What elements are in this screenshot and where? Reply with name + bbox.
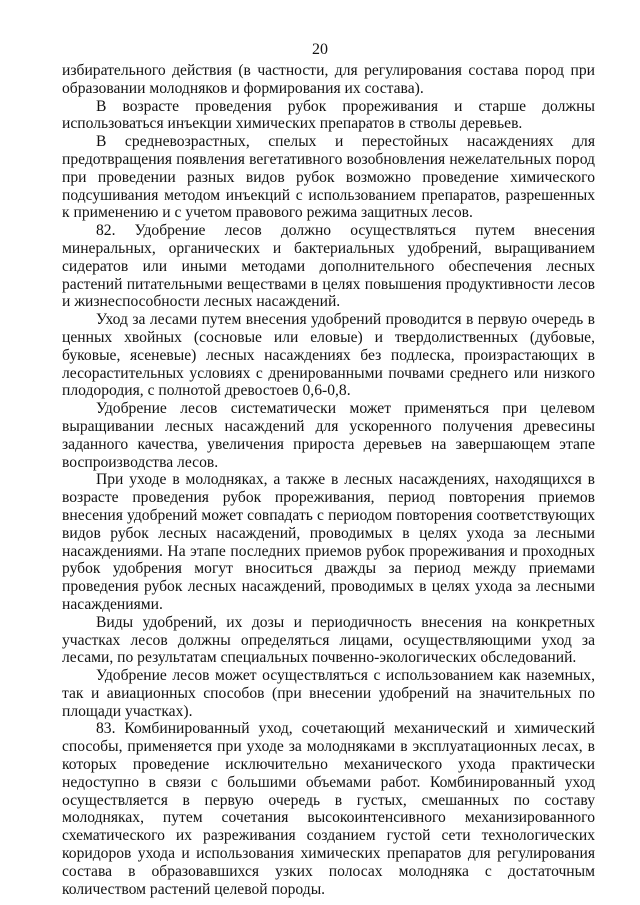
paragraph: В возрасте проведения рубок прореживания и старше должны использоваться инъекции химических препаратов в стволы деревьев. [62, 97, 595, 133]
body-text [62, 62, 595, 898]
page-number: 20 [312, 41, 328, 58]
paragraph: В средневозрастных, спелых и перестойных насаждениях для предотвращения появления вегетативного возобновления нежелательных пород при проведении разных видов рубок возможно проведение химического подсушивания методом инъекций с использованием препаратов, разрешенных к применению и с учетом правового режима защитных лесов. [62, 133, 595, 222]
paragraph: Виды удобрений, их дозы и периодичность внесения на конкретных участках лесов должны определяться лицами, осуществляющими уход за лесами, по результатам специальных почвенно-экологических обследований. [62, 613, 595, 667]
paragraph: При уходе в молодняках, а также в лесных насаждениях, находящихся в возрасте проведения рубок прореживания, период повторения приемов внесения удобрений может совпадать с периодом повторения соответствующих видов рубок лесных насаждений, проводимых в целях ухода за лесными насаждениями. На этапе последних приемов рубок прореживания и проходных рубок удобрения могут вноситься дважды за период между приемами проведения рубок лесных насаждений, проводимых в целях ухода за лесными насаждениями. [62, 471, 595, 613]
paragraph: Уход за лесами путем внесения удобрений проводится в первую очередь в ценных хвойных (сосновые или еловые) и твердолиственных (дубовые, буковые, ясеневые) лесных насаждениях без подлеска, произрастающих в лесорастительных условиях с дренированными почвами среднего или низкого плодородия, с полнотой древостоев 0,6-0,8. [62, 311, 595, 400]
paragraph: 82. Удобрение лесов должно осуществляться путем внесения минеральных, органических и бактериальных удобрений, выращиванием сидератов или иными методами дополнительного обеспечения лесных растений питательными веществами в целях повышения продуктивности лесов и жизнеспособности лесных насаждений. [62, 222, 595, 311]
paragraph: Удобрение лесов систематически может применяться при целевом выращивании лесных насаждений для ускоренного получения древесины заданного качества, увеличения прироста деревьев на завершающем этапе воспроизводства лесов. [62, 400, 595, 471]
paragraph: Удобрение лесов может осуществляться с использованием как наземных, так и авиационных способов (при внесении удобрений на значительных по площади участках). [62, 667, 595, 720]
paragraph: избирательного действия (в частности, для регулирования состава пород при образовании молодняков и формирования их состава). [62, 62, 595, 97]
paragraph: 83. Комбинированный уход, сочетающий механический и химический способы, применяется при уходе за молодняками в эксплуатационных лесах, в которых проведение исключительно механического ухода практически недоступно в связи с большими объемами работ. Комбинированный уход осуществляется в первую очередь в густых, смешанных по составу молодняках, путем сочетания высокоинтенсивного механизированного схематического их разреживания созданием густой сети технологических коридоров ухода и использования химических препаратов для регулирования состава в образовавшихся узких полосах молодняка с достаточным количеством растений целевой породы. [62, 720, 595, 898]
